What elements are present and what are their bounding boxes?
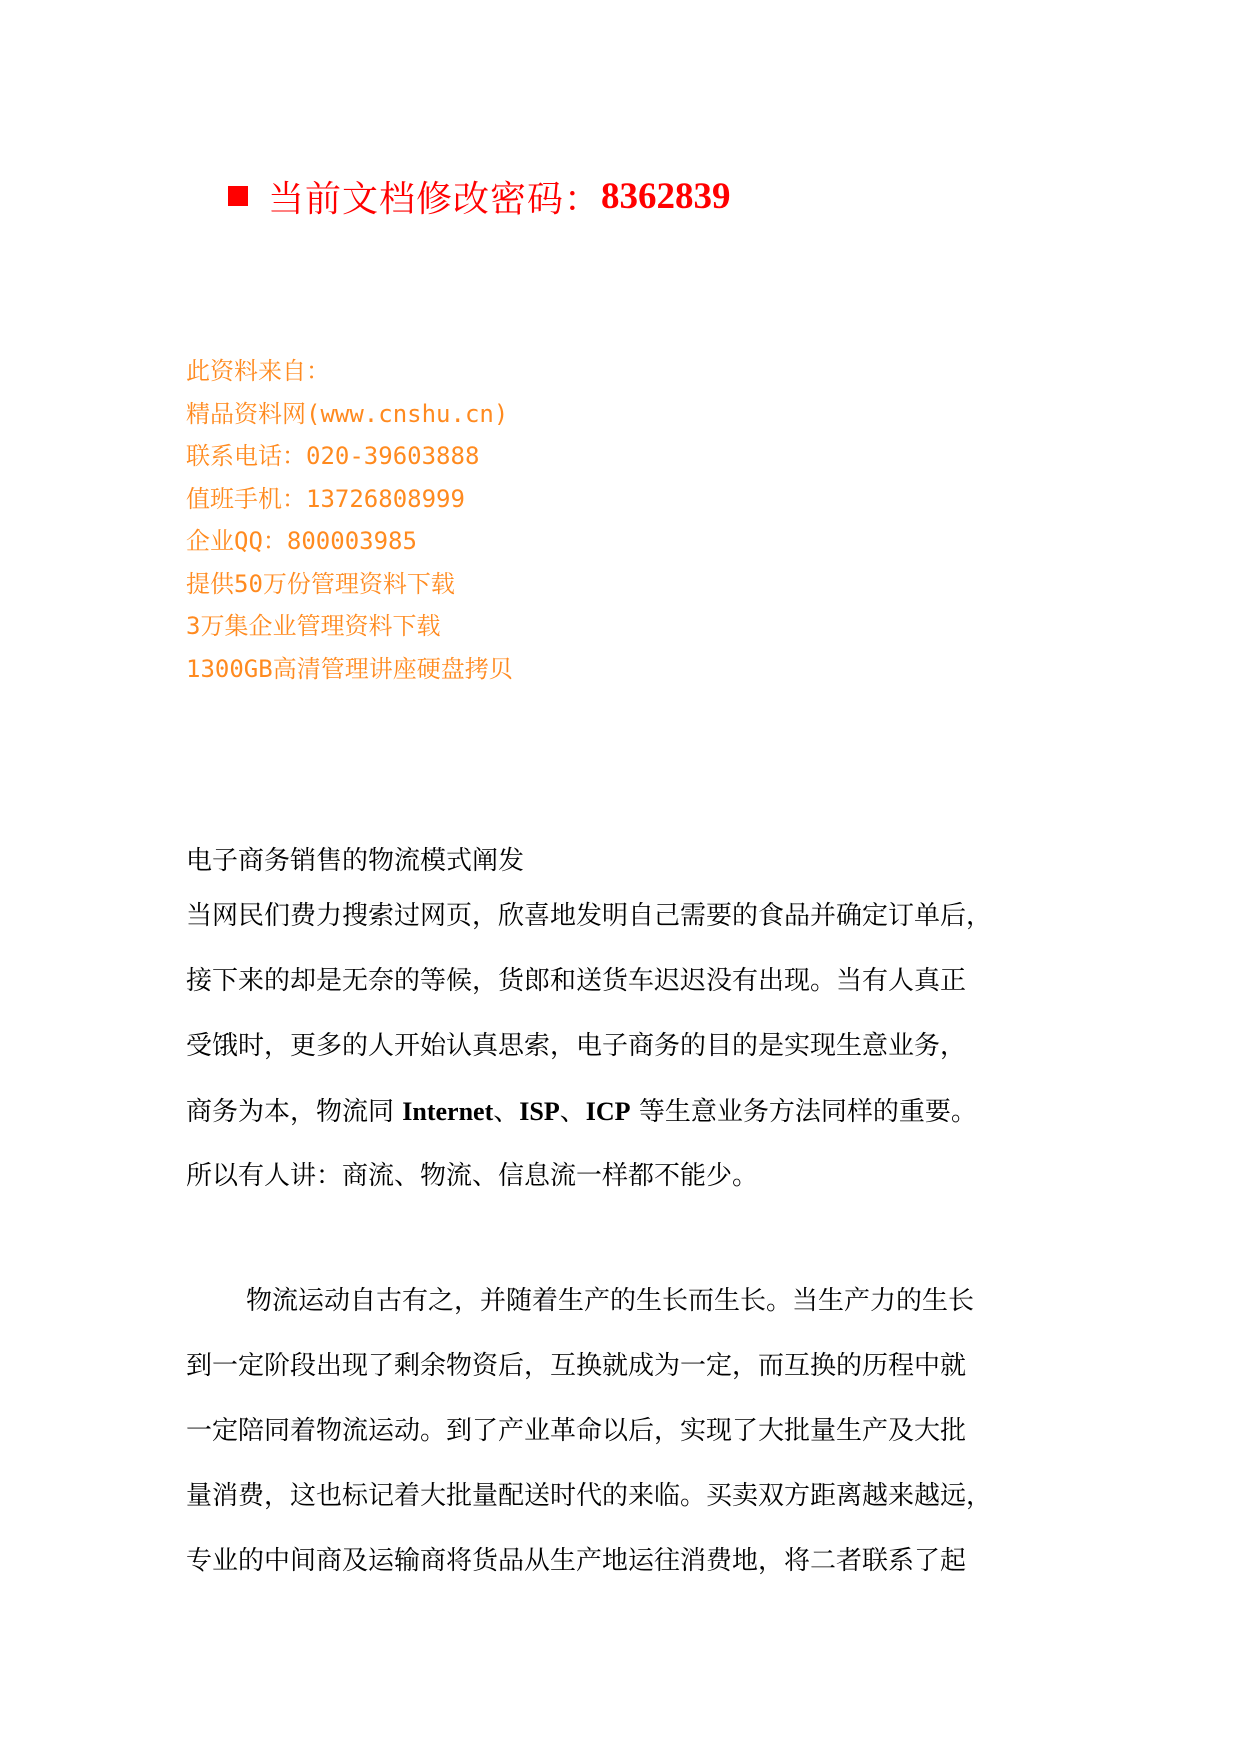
paragraph-2-line-1: 物流运动自古有之，并随着生产的生长而生长。当生产力的生长	[246, 1286, 975, 1316]
paragraph-2	[186, 1269, 1066, 1594]
source-line-qq: 企业QQ：800003985	[186, 527, 417, 555]
source-info-block	[186, 350, 886, 690]
separator: 、	[559, 1097, 586, 1127]
term-internet: Internet	[402, 1097, 494, 1126]
paragraph-1	[186, 884, 1066, 1209]
separator: 、	[493, 1097, 520, 1127]
paragraph-1-line-5: 所以有人讲：商流、物流、信息流一样都不能少。	[186, 1161, 759, 1191]
red-square-icon	[228, 186, 248, 206]
paragraph-2-line-5: 专业的中间商及运输商将货品从生产地运往消费地，将二者联系了起	[186, 1546, 967, 1576]
paragraph-1-line-3: 受饿时，更多的人开始认真思索，电子商务的目的是实现生意业务，	[186, 1031, 967, 1061]
text-segment: 等生意业务方法同样的重要。	[638, 1097, 977, 1127]
paragraph-1-line-4	[186, 1079, 1066, 1144]
source-line-offer-1: 提供50万份管理资料下载	[186, 569, 455, 598]
paragraph-2-line-3: 一定陪同着物流运动。到了产业革命以后，实现了大批量生产及大批	[186, 1416, 967, 1446]
paragraph-spacer	[186, 1209, 1066, 1269]
paragraph-2-line-2: 到一定阶段出现了剩余物资后，互换就成为一定，而互换的历程中就	[186, 1351, 967, 1381]
password-value: 8362839	[601, 175, 731, 217]
source-line-mobile: 值班手机：13726808999	[186, 484, 465, 513]
paragraph-1-line-1: 当网民们费力搜索过网页，欣喜地发明自己需要的食品并确定订单后，	[186, 901, 993, 931]
password-label: 当前文档修改密码：	[268, 178, 602, 220]
source-line-offer-3: 1300GB高清管理讲座硬盘拷贝	[186, 654, 513, 683]
paragraph-1-line-2: 接下来的却是无奈的等候，货郎和送货车迟迟没有出现。当有人真正	[186, 966, 967, 996]
term-icp: ICP	[585, 1097, 631, 1126]
source-line-website: 精品资料网(www.cnshu.cn)	[186, 399, 509, 428]
source-line-phone: 联系电话：020-39603888	[186, 442, 480, 470]
text-segment: 商务为本，物流同	[186, 1097, 395, 1127]
password-notice	[228, 168, 731, 224]
term-isp: ISP	[519, 1097, 560, 1126]
article-body	[186, 838, 1066, 1594]
source-line-origin: 此资料来自：	[186, 357, 330, 385]
source-line-offer-2: 3万集企业管理资料下载	[186, 612, 441, 640]
paragraph-2-line-4: 量消费，这也标记着大批量配送时代的来临。买卖双方距离越来越远，	[186, 1481, 993, 1511]
article-title: 电子商务销售的物流模式阐发	[186, 846, 525, 876]
